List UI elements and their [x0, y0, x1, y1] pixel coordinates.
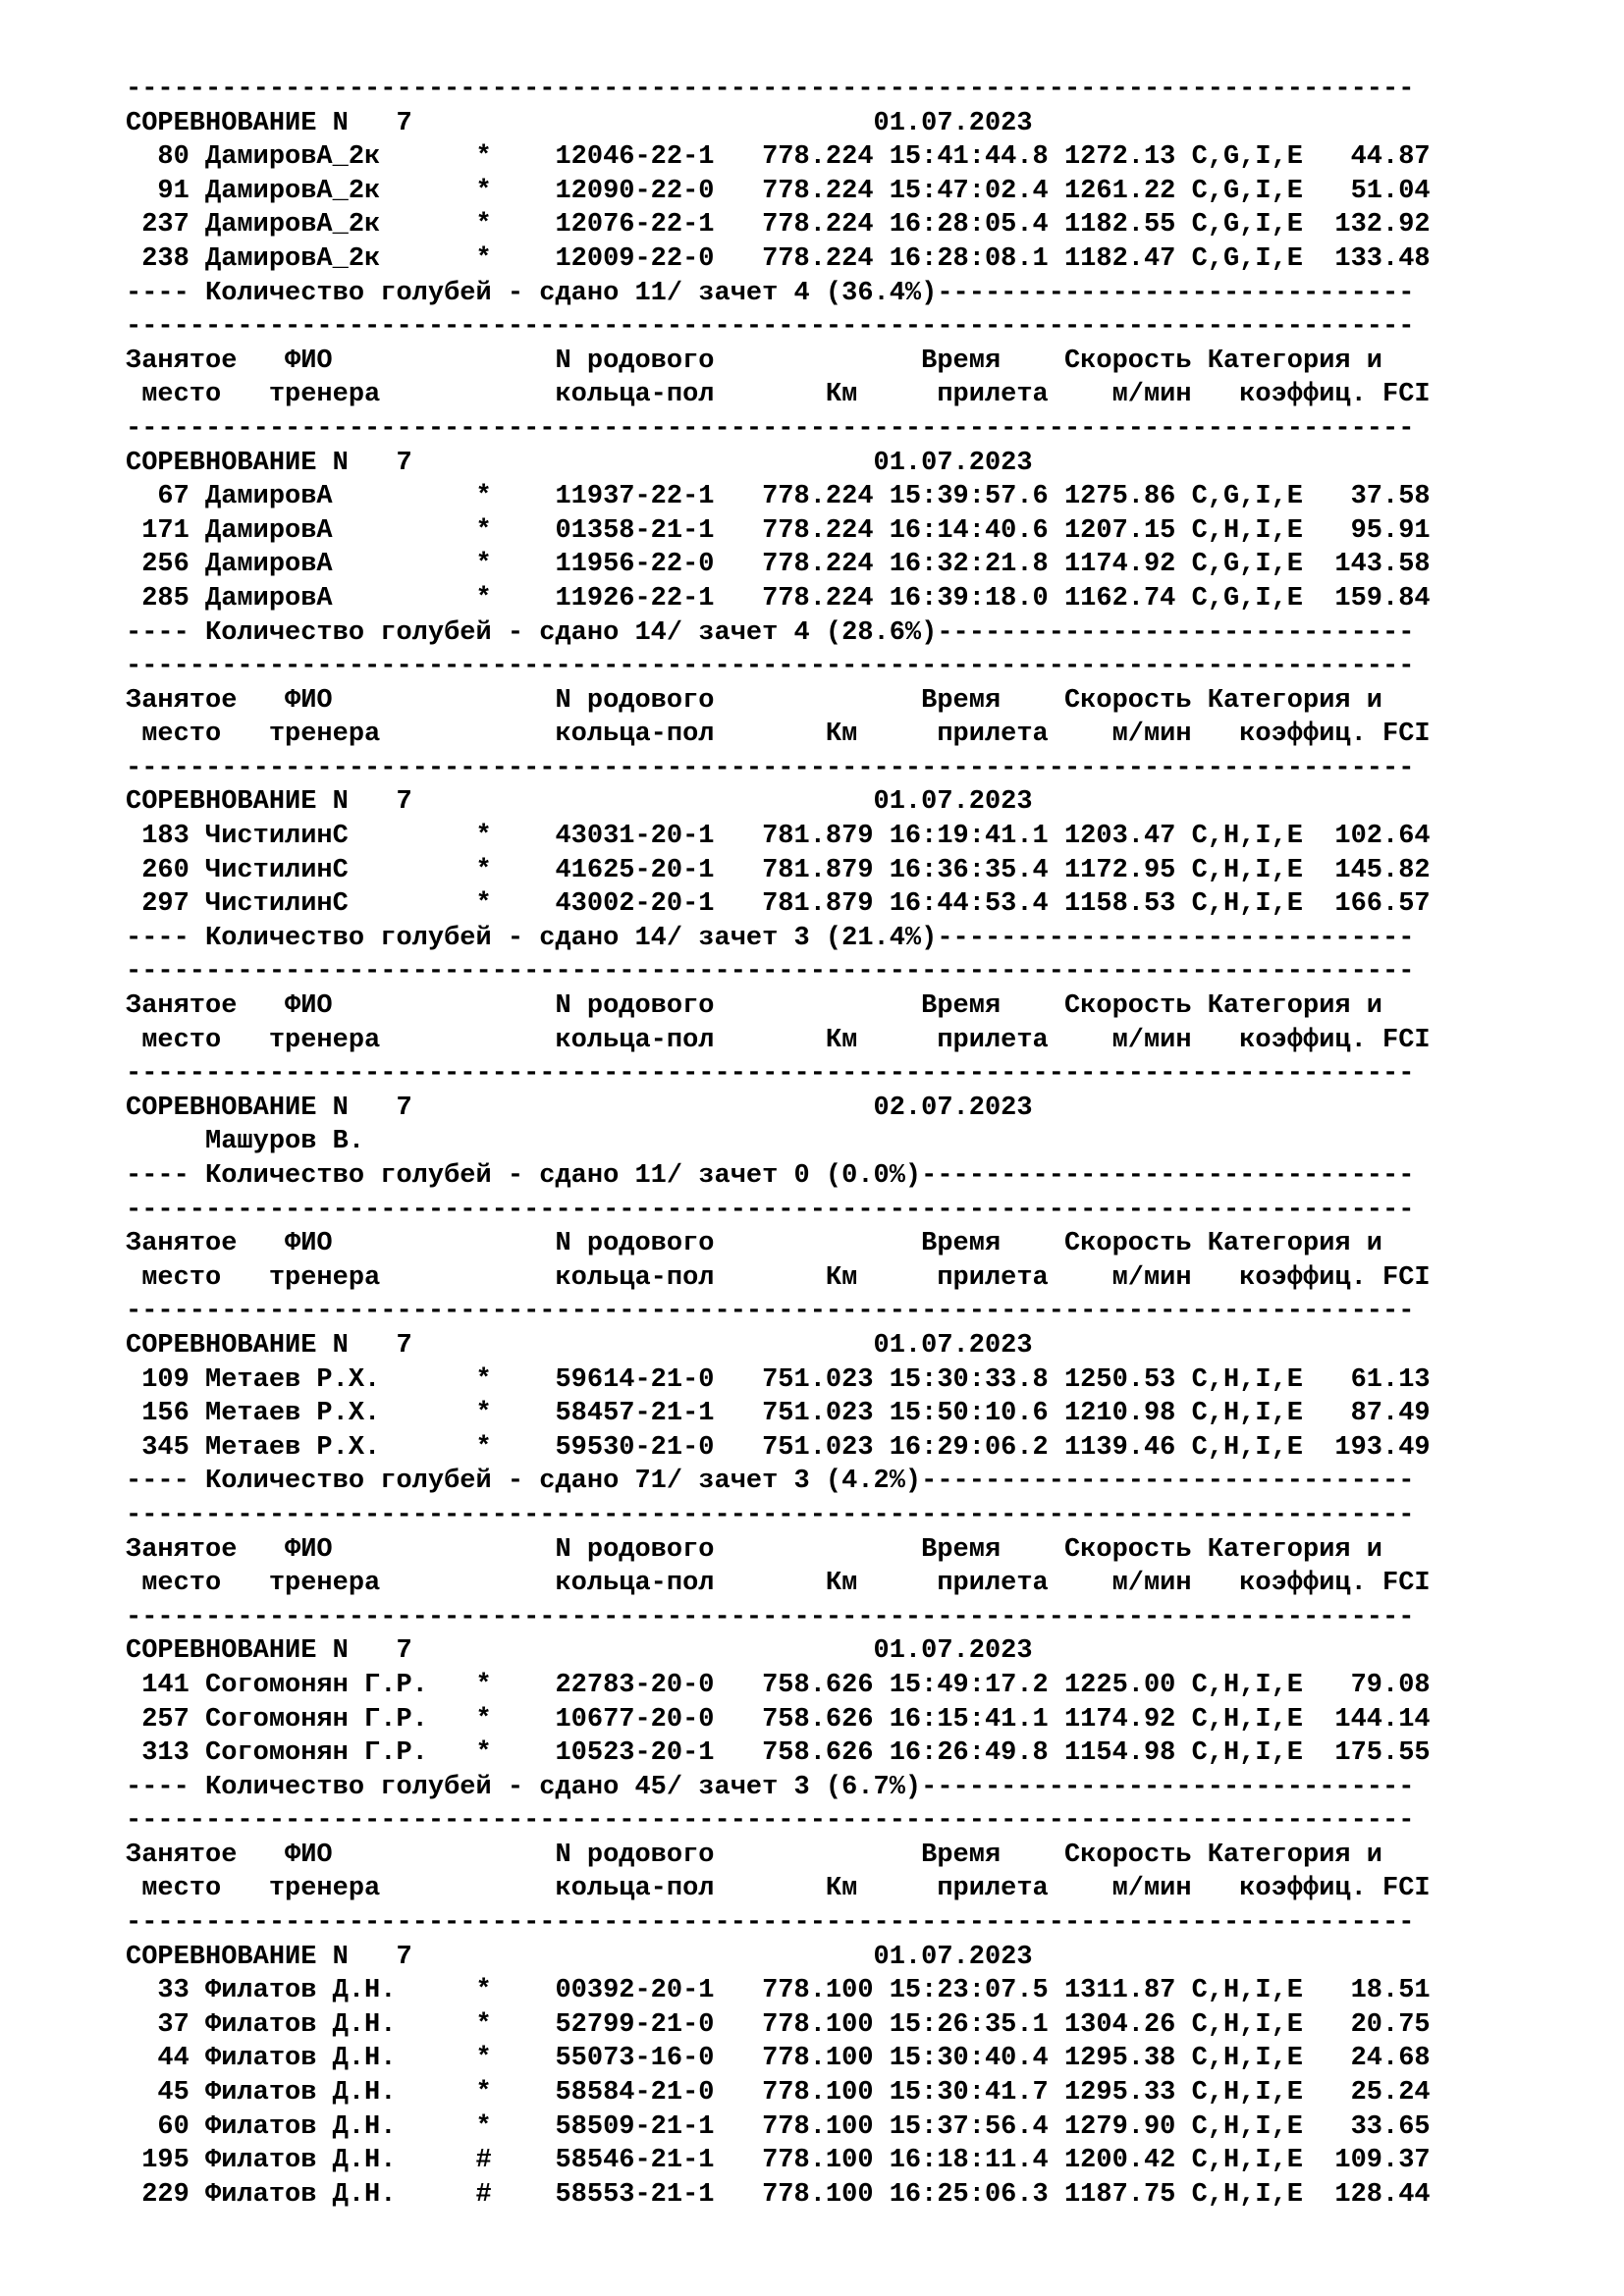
result-row: 345 Метаев Р.Х. * 59530-21-0 751.023 16:29:06.2 1139.46 C,H,I,E 193.49 — [126, 1432, 1431, 1463]
section-summary: ---- Количество голубей - сдано 45/ зачет 3 (6.7%)------------------------------- — [126, 1772, 1415, 1802]
competition-title: СОРЕВНОВАНИЕ N 7 01.07.2023 — [126, 448, 1033, 478]
competition-title: СОРЕВНОВАНИЕ N 7 01.07.2023 — [126, 787, 1033, 818]
column-header-row: Занятое ФИО N родового Время Скорость Категория и — [126, 1840, 1383, 1870]
competition-title: СОРЕВНОВАНИЕ N 7 01.07.2023 — [126, 1636, 1033, 1667]
result-row: 183 ЧистилинС * 43031-20-1 781.879 16:19:41.1 1203.47 C,H,I,E 102.64 — [126, 822, 1431, 852]
section-summary: ---- Количество голубей - сдано 71/ зачет 3 (4.2%)------------------------------- — [126, 1467, 1415, 1497]
result-row: 156 Метаев Р.Х. * 58457-21-1 751.023 15:50:10.6 1210.98 C,H,I,E 87.49 — [126, 1399, 1431, 1429]
section-summary: ---- Количество голубей - сдано 11/ зачет 0 (0.0%)------------------------------- — [126, 1161, 1415, 1191]
result-row: 313 Согомонян Г.Р. * 10523-20-1 758.626 16:26:49.8 1154.98 C,H,I,E 175.55 — [126, 1738, 1431, 1769]
separator-line: --------------------------------------------------------------------------------- — [126, 753, 1415, 783]
result-row: 229 Филатов Д.Н. # 58553-21-1 778.100 16:25:06.3 1187.75 C,H,I,E 128.44 — [126, 2179, 1431, 2210]
column-header-subrow: место тренера кольца-пол Км прилета м/мин коэффиц. FCI — [126, 1874, 1431, 1904]
separator-line: --------------------------------------------------------------------------------- — [126, 1908, 1415, 1939]
column-header-subrow: место тренера кольца-пол Км прилета м/мин коэффиц. FCI — [126, 1569, 1431, 1599]
column-header-subrow: место тренера кольца-пол Км прилета м/мин коэффиц. FCI — [126, 380, 1431, 410]
result-row: 297 ЧистилинС * 43002-20-1 781.879 16:44:53.4 1158.53 C,H,I,E 166.57 — [126, 889, 1431, 920]
section-summary: ---- Количество голубей - сдано 14/ зачет 4 (28.6%)------------------------------ — [126, 617, 1415, 648]
separator-line: --------------------------------------------------------------------------------- — [126, 312, 1415, 343]
separator-line: --------------------------------------------------------------------------------- — [126, 1195, 1415, 1225]
result-row: 45 Филатов Д.Н. * 58584-21-0 778.100 15:30:41.7 1295.33 C,H,I,E 25.24 — [126, 2078, 1431, 2109]
column-header-row: Занятое ФИО N родового Время Скорость Категория и — [126, 685, 1383, 716]
separator-line: --------------------------------------------------------------------------------- — [126, 1297, 1415, 1327]
separator-line: --------------------------------------------------------------------------------- — [126, 75, 1415, 104]
result-row: 109 Метаев Р.Х. * 59614-21-0 751.023 15:30:33.8 1250.53 C,H,I,E 61.13 — [126, 1364, 1431, 1395]
result-row: 237 ДамировА_2к * 12076-22-1 778.224 16:28:05.4 1182.55 C,G,I,E 132.92 — [126, 210, 1431, 240]
result-row: 260 ЧистилинС * 41625-20-1 781.879 16:36:35.4 1172.95 C,H,I,E 145.82 — [126, 855, 1431, 885]
results-document — [126, 73, 1431, 2212]
separator-line: --------------------------------------------------------------------------------- — [126, 1602, 1415, 1632]
column-header-row: Занятое ФИО N родового Время Скорость Категория и — [126, 346, 1383, 376]
result-row: 256 ДамировА * 11956-22-0 778.224 16:32:21.8 1174.92 C,G,I,E 143.58 — [126, 550, 1431, 580]
separator-line: --------------------------------------------------------------------------------- — [126, 1059, 1415, 1090]
competition-title: СОРЕВНОВАНИЕ N 7 02.07.2023 — [126, 1093, 1033, 1123]
result-row: 44 Филатов Д.Н. * 55073-16-0 778.100 15:30:40.4 1295.38 C,H,I,E 24.68 — [126, 2044, 1431, 2074]
section-summary: ---- Количество голубей - сдано 14/ зачет 3 (21.4%)------------------------------ — [126, 923, 1415, 953]
column-header-row: Занятое ФИО N родового Время Скорость Категория и — [126, 1229, 1383, 1259]
section-summary: ---- Количество голубей - сдано 11/ зачет 4 (36.4%)------------------------------ — [126, 278, 1415, 308]
column-header-subrow: место тренера кольца-пол Км прилета м/мин коэффиц. FCI — [126, 1025, 1431, 1055]
result-row: 285 ДамировА * 11926-22-1 778.224 16:39:18.0 1162.74 C,G,I,E 159.84 — [126, 583, 1431, 614]
column-header-row: Занятое ФИО N родового Время Скорость Категория и — [126, 1534, 1383, 1565]
result-row: 33 Филатов Д.Н. * 00392-20-1 778.100 15:23:07.5 1311.87 C,H,I,E 18.51 — [126, 1976, 1431, 2006]
separator-line: --------------------------------------------------------------------------------- — [126, 1806, 1415, 1837]
result-row: 195 Филатов Д.Н. # 58546-21-1 778.100 16:18:11.4 1200.42 C,H,I,E 109.37 — [126, 2146, 1431, 2176]
result-row: 257 Согомонян Г.Р. * 10677-20-0 758.626 16:15:41.1 1174.92 C,H,I,E 144.14 — [126, 1704, 1431, 1735]
separator-line: --------------------------------------------------------------------------------- — [126, 957, 1415, 988]
column-header-subrow: место тренера кольца-пол Км прилета м/мин коэффиц. FCI — [126, 1262, 1431, 1293]
competition-title: СОРЕВНОВАНИЕ N 7 01.07.2023 — [126, 1330, 1033, 1361]
separator-line: --------------------------------------------------------------------------------- — [126, 1500, 1415, 1530]
result-row: 238 ДамировА_2к * 12009-22-0 778.224 16:28:08.1 1182.47 C,G,I,E 133.48 — [126, 243, 1431, 274]
result-row: 80 ДамировА_2к * 12046-22-1 778.224 15:41:44.8 1272.13 C,G,I,E 44.87 — [126, 142, 1431, 173]
column-header-row: Занятое ФИО N родового Время Скорость Категория и — [126, 991, 1383, 1022]
result-row: 37 Филатов Д.Н. * 52799-21-0 778.100 15:26:35.1 1304.26 C,H,I,E 20.75 — [126, 2009, 1431, 2040]
competition-title: СОРЕВНОВАНИЕ N 7 01.07.2023 — [126, 1942, 1033, 1972]
result-row: 141 Согомонян Г.Р. * 22783-20-0 758.626 15:49:17.2 1225.00 C,H,I,E 79.08 — [126, 1670, 1431, 1700]
result-row: 67 ДамировА * 11937-22-1 778.224 15:39:57.6 1275.86 C,G,I,E 37.58 — [126, 482, 1431, 512]
result-row: Машуров В. — [126, 1127, 365, 1157]
result-row: 171 ДамировА * 01358-21-1 778.224 16:14:40.6 1207.15 C,H,I,E 95.91 — [126, 515, 1431, 546]
separator-line: --------------------------------------------------------------------------------- — [126, 652, 1415, 682]
column-header-subrow: место тренера кольца-пол Км прилета м/мин коэффиц. FCI — [126, 720, 1431, 750]
result-row: 91 ДамировА_2к * 12090-22-0 778.224 15:47:02.4 1261.22 C,G,I,E 51.04 — [126, 176, 1431, 206]
competition-title: СОРЕВНОВАНИЕ N 7 01.07.2023 — [126, 108, 1033, 138]
separator-line: --------------------------------------------------------------------------------- — [126, 413, 1415, 444]
result-row: 60 Филатов Д.Н. * 58509-21-1 778.100 15:37:56.4 1279.90 C,H,I,E 33.65 — [126, 2111, 1431, 2142]
